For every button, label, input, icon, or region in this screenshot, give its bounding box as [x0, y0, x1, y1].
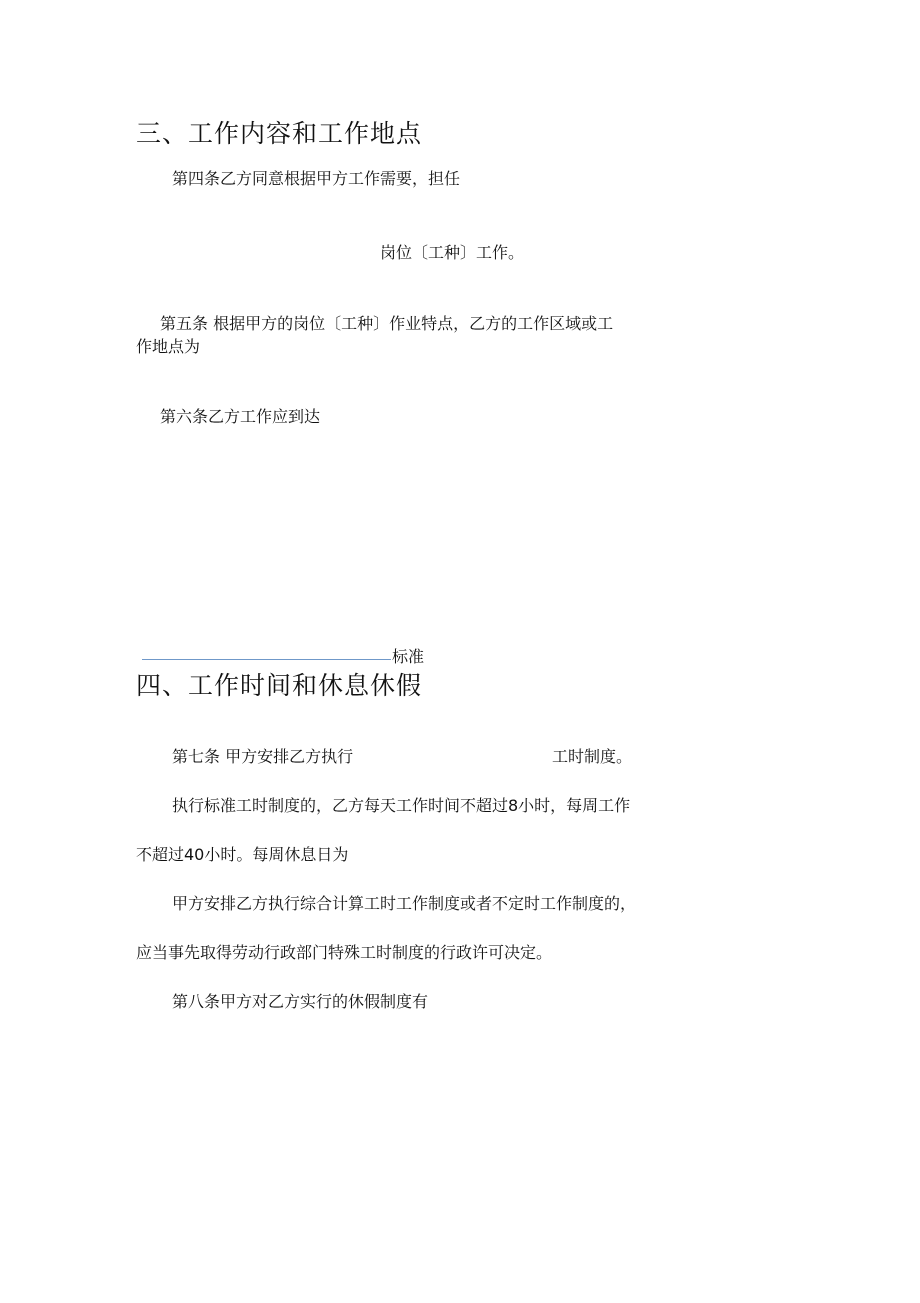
- article-7-suffix: 工时制度。: [552, 747, 633, 766]
- article-4-line-2: 岗位〔工种〕工作。: [380, 243, 525, 262]
- paragraph-special-hours-line-2: 应当事先取得劳动行政部门特殊工时制度的行政许可决定。: [136, 943, 553, 962]
- paragraph-special-hours-line-1: 甲方安排乙方执行综合计算工时工作制度或者不定时工作制度的，: [172, 894, 637, 913]
- paragraph-standard-hours-line-1: 执行标准工时制度的，乙方每天工作时间不超过8小时，每周工作: [172, 796, 631, 815]
- article-7-prefix: 第七条 甲方安排乙方执行: [172, 747, 354, 766]
- article-4-line-1: 第四条乙方同意根据甲方工作需要，担任: [172, 169, 461, 188]
- article-5-line-1: 第五条 根据甲方的岗位〔工种〕作业特点，乙方的工作区域或工: [160, 314, 614, 333]
- blank-fill-line: [142, 659, 391, 660]
- section-3-heading: 三、工作内容和工作地点: [136, 119, 423, 148]
- article-5-line-2: 作地点为: [136, 337, 201, 356]
- standard-suffix: 标准: [392, 647, 425, 666]
- paragraph-standard-hours-line-2: 不超过40小时。每周休息日为: [136, 845, 349, 864]
- article-6: 第六条乙方工作应到达: [160, 407, 321, 426]
- article-8: 第八条甲方对乙方实行的休假制度有: [172, 992, 429, 1011]
- section-4-heading: 四、工作时间和休息休假: [136, 671, 423, 700]
